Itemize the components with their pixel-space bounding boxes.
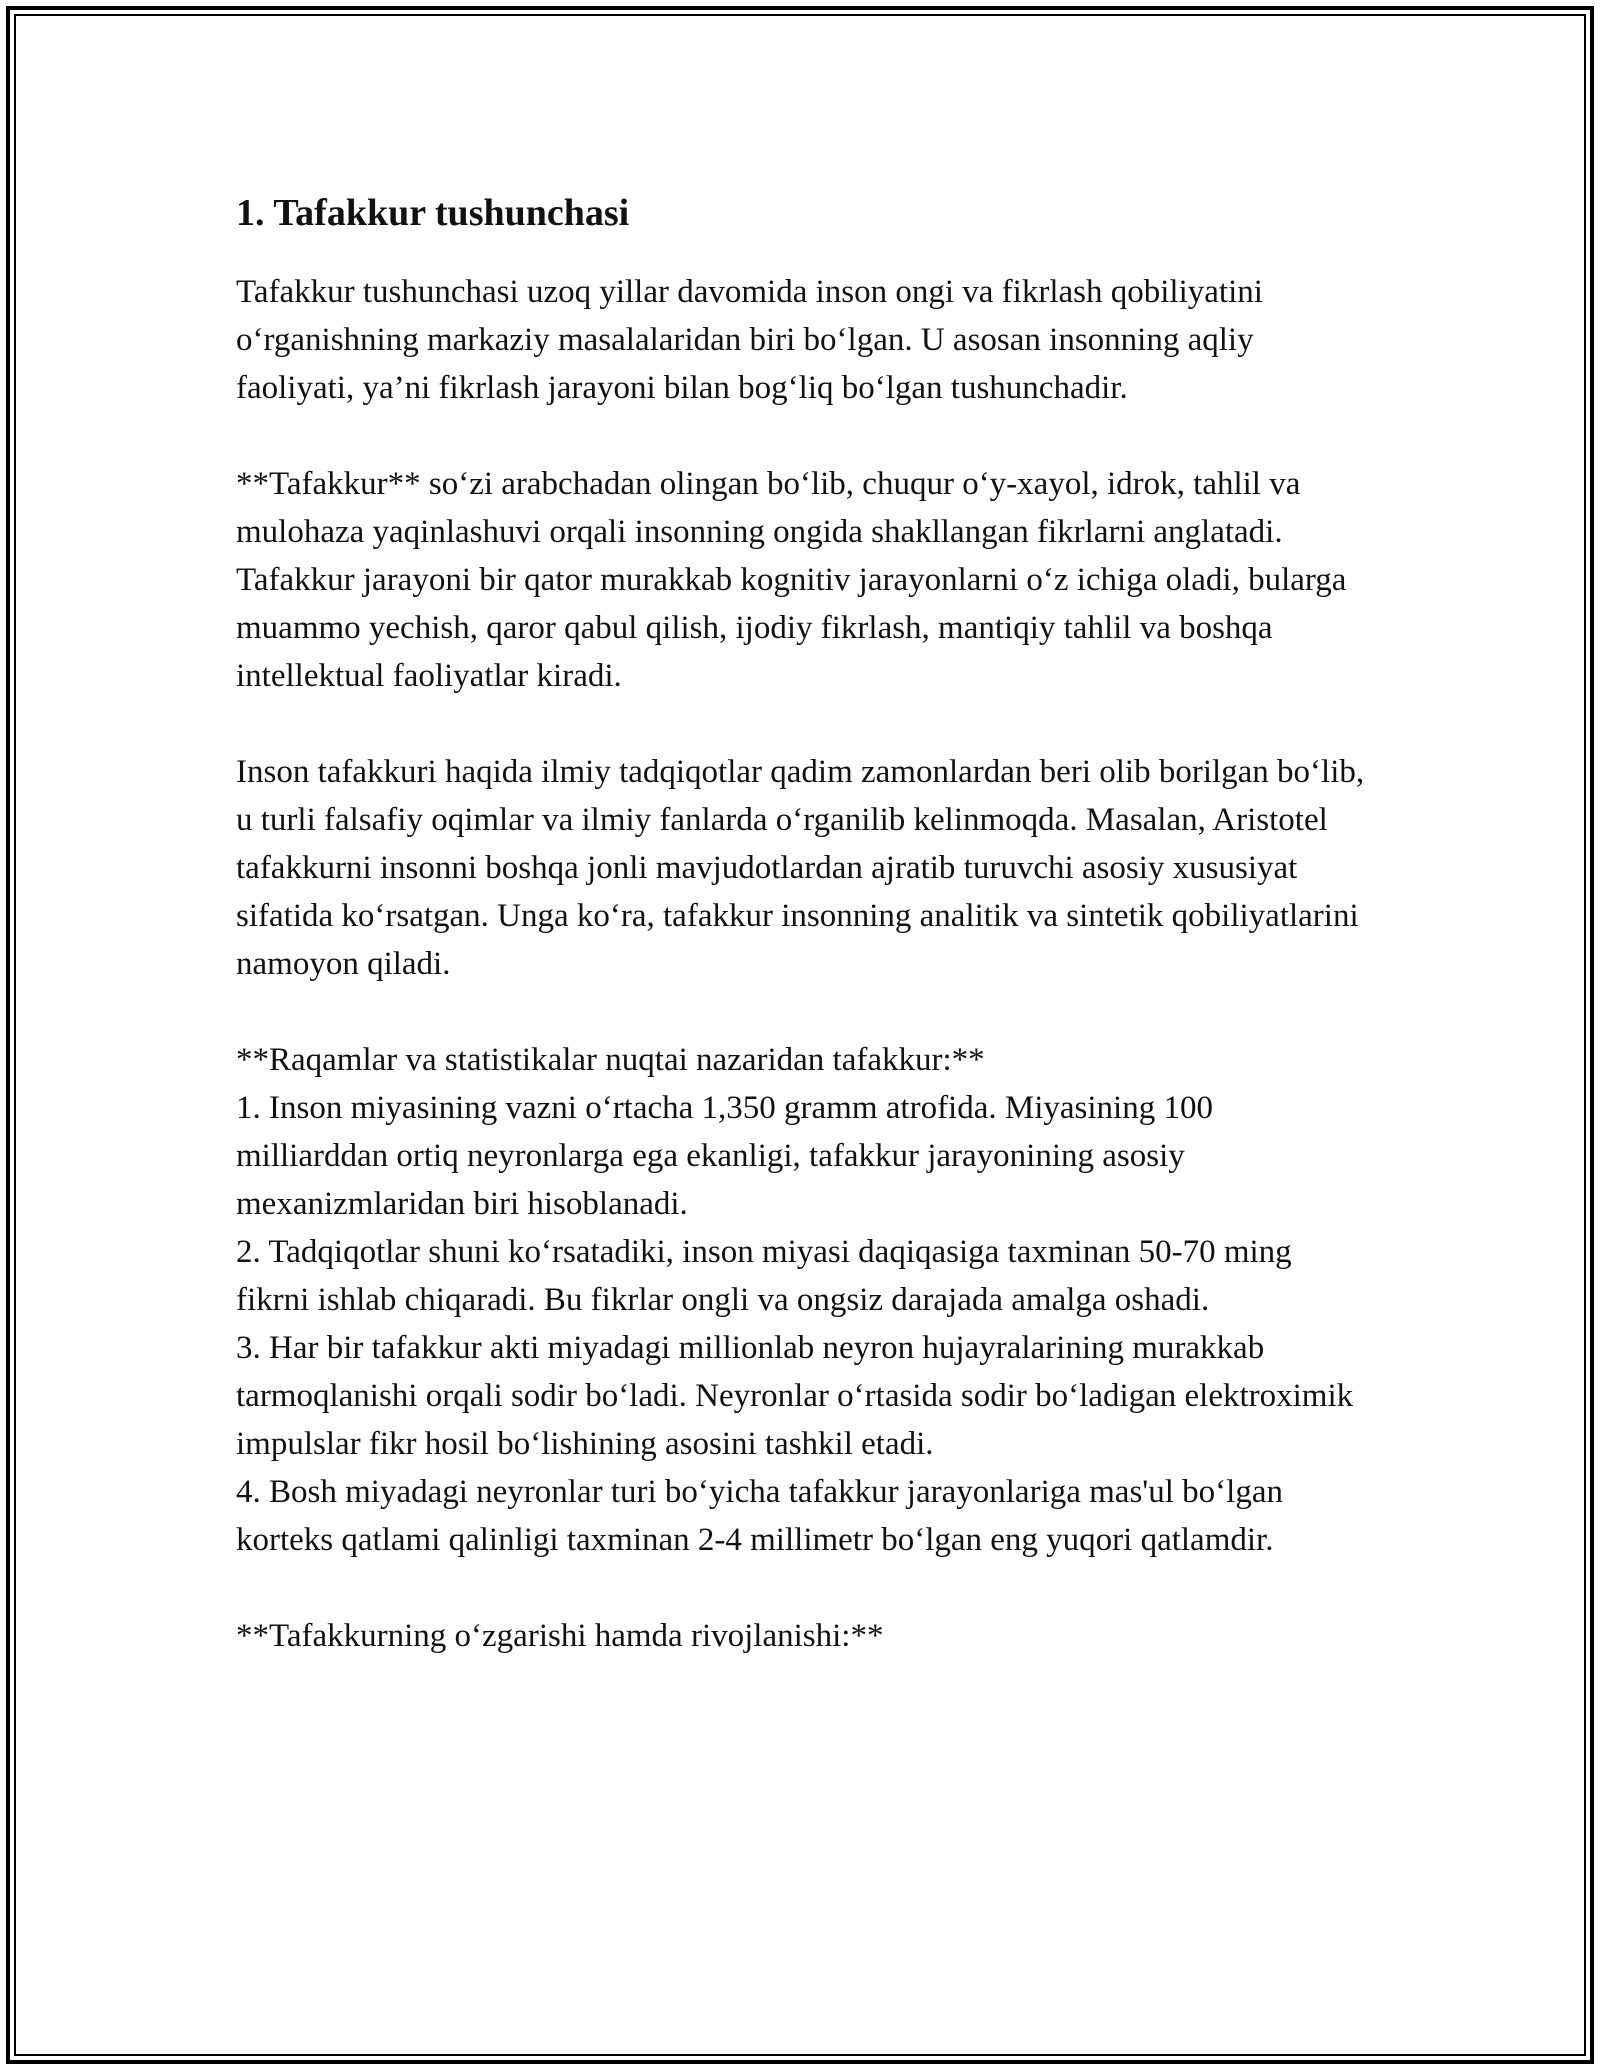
closing-heading: **Tafakkurning oʻzgarishi hamda rivojlanishi:** <box>236 1618 884 1654</box>
stats-item: 4. Bosh miyadagi neyronlar turi boʻyicha tafakkur jarayonlariga mas'ul boʻlgan korteks qatlami qalinligi taxminan 2-4 millimetr boʻlgan eng yuqori qatlamdir. <box>236 1474 1283 1558</box>
paragraph-history: Inson tafakkuri haqida ilmiy tadqiqotlar qadim zamonlardan beri olib borilgan boʻlib, u turli falsafiy oqimlar va ilmiy fanlarda oʻrganilib kelinmoqda. Masalan, Aristotel tafakkurni insonni boshqa jonli mavjudotlardan ajratib turuvchi asosiy xususiyat sifatida koʻrsatgan. Unga koʻra, tafakkur insonning analitik va sintetik qobiliyatlarini namoyon qiladi. <box>236 754 1365 982</box>
stats-list <box>236 1036 1366 1564</box>
stats-heading: **Raqamlar va statistikalar nuqtai nazaridan tafakkur:** <box>236 1042 985 1078</box>
paragraph-definition: **Tafakkur** soʻzi arabchadan olingan boʻlib, chuqur oʻy-xayol, idrok, tahlil va mulohaza yaqinlashuvi orqali insonning ongida shakllangan fikrlarni anglatadi. Tafakkur jarayoni bir qator murakkab kognitiv jarayonlarni oʻz ichiga oladi, bularga muammo yechish, qaror qabul qilish, ijodiy fikrlash, mantiqiy tahlil va boshqa intellektual faoliyatlar kiradi. <box>236 466 1347 694</box>
stats-item: 2. Tadqiqotlar shuni koʻrsatadiki, inson miyasi daqiqasiga taxminan 50-70 ming fikrni ishlab chiqaradi. Bu fikrlar ongli va ongsiz darajada amalga oshadi. <box>236 1234 1292 1318</box>
paragraph-intro: Tafakkur tushunchasi uzoq yillar davomida inson ongi va fikrlash qobiliyatini oʻrganishning markaziy masalalaridan biri boʻlgan. U asosan insonning aqliy faoliyati, ya’ni fikrlash jarayoni bilan bogʻliq boʻlgan tushunchadir. <box>236 274 1263 406</box>
section-title: 1. Tafakkur tushunchasi <box>236 192 630 234</box>
stats-item: 1. Inson miyasining vazni oʻrtacha 1,350 gramm atrofida. Miyasining 100 milliarddan ortiq neyronlarga ega ekanligi, tafakkur jarayonining asosiy mexanizmlaridan biri hisoblanadi. <box>236 1090 1213 1222</box>
document-body <box>236 188 1366 1660</box>
stats-item: 3. Har bir tafakkur akti miyadagi millionlab neyron hujayralarining murakkab tarmoqlanishi orqali sodir boʻladi. Neyronlar oʻrtasida sodir boʻladigan elektroximik impulslar fikr hosil boʻlishining asosini tashkil etadi. <box>236 1330 1354 1462</box>
